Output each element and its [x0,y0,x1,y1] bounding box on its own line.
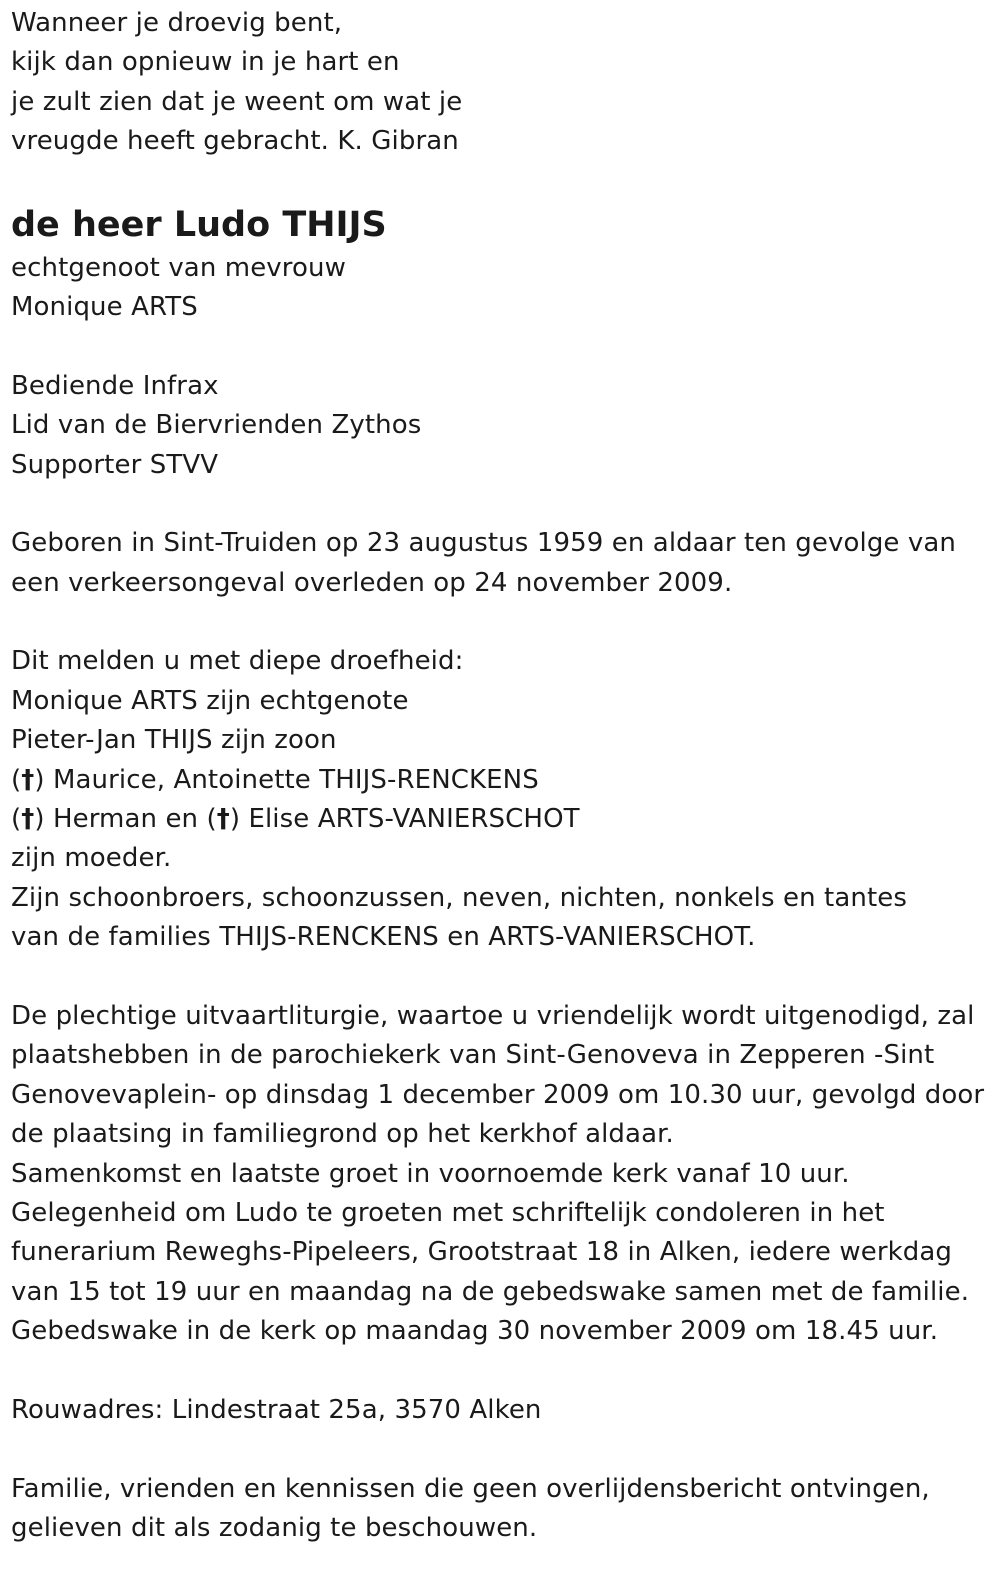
quote-line: Wanneer je droevig bent, [11,8,343,38]
mourners-block [11,642,991,957]
cross-icon: † [216,804,230,835]
parents-line-1: (†) Maurice, Antoinette THIJS-RENCKENS [11,764,539,795]
parents-line-2: (†) Herman en (†) Elise ARTS-VANIERSCHOT [11,804,580,835]
mourner-line: Monique ARTS zijn echtgenote [11,685,409,716]
spacer [11,327,991,366]
ceremony-line: de plaatsing in familiegrond op het kerkhof aldaar. [11,1119,674,1150]
ceremony-block [11,997,991,1352]
spouse-line: Monique ARTS [11,291,198,322]
parents-text-2b: ) Elise ARTS-VANIERSCHOT [229,804,580,835]
birth-death-line: een verkeersongeval overleden op 24 november 2009. [11,567,733,598]
birth-death-block [11,524,991,603]
role-line: Bediende Infrax [11,370,219,401]
quote-line: je zult zien dat je weent om wat je [11,86,463,117]
quote-line: vreugde heeft gebracht. K. Gibran [11,126,459,157]
obituary-document [11,4,991,1548]
mourner-line: zijn moeder. [11,843,172,874]
ceremony-line: De plechtige uitvaartliturgie, waartoe u vriendelijk wordt uitgenodigd, zal [11,1000,975,1031]
spacer [11,162,991,201]
parents-text-1: ) Maurice, Antoinette THIJS-RENCKENS [34,764,539,795]
mourner-line: Pieter-Jan THIJS zijn zoon [11,725,337,756]
ceremony-line: Gelegenheid om Ludo te groeten met schriftelijk condoleren in het [11,1197,885,1228]
mourners-intro: Dit melden u met diepe droefheid: [11,646,464,677]
deceased-name: de heer Ludo THIJS [11,204,387,245]
spouse-block [11,249,991,328]
ceremony-line: van 15 tot 19 uur en maandag na de gebedswake samen met de familie. [11,1276,970,1307]
roles-block [11,367,991,485]
spacer [11,1430,991,1469]
mourner-line: Zijn schoonbroers, schoonzussen, neven, nichten, nonkels en tantes [11,882,907,913]
closing-block [11,1470,991,1549]
ceremony-line: funerarium Reweghs-Pipeleers, Grootstraat 18 in Alken, iedere werkdag [11,1237,953,1268]
spacer [11,485,991,524]
closing-line: gelieven dit als zodanig te beschouwen. [11,1513,538,1544]
mourner-line: van de families THIJS-RENCKENS en ARTS-VANIERSCHOT. [11,922,756,953]
ceremony-line: plaatshebben in de parochiekerk van Sint-Genoveva in Zepperen -Sint [11,1040,935,1071]
role-line: Lid van de Biervrienden Zythos [11,410,422,441]
spacer [11,1352,991,1391]
quote-block [11,4,991,162]
closing-line: Familie, vrienden en kennissen die geen overlijdensbericht ontvingen, [11,1473,930,1504]
ceremony-line: Genovevaplein- op dinsdag 1 december 2009 om 10.30 uur, gevolgd door [11,1079,985,1110]
cross-icon: † [21,764,35,795]
parents-text-2a: ) Herman en ( [34,804,217,835]
spacer [11,603,991,642]
role-line: Supporter STVV [11,449,219,480]
ceremony-line: Samenkomst en laatste groet in voornoemde kerk vanaf 10 uur. [11,1158,850,1189]
quote-line: kijk dan opnieuw in je hart en [11,47,400,78]
mourning-address: Rouwadres: Lindestraat 25a, 3570 Alken [11,1394,542,1425]
cross-icon: † [21,804,35,835]
ceremony-line: Gebedswake in de kerk op maandag 30 november 2009 om 18.45 uur. [11,1316,939,1347]
spacer [11,958,991,997]
spouse-line: echtgenoot van mevrouw [11,252,346,283]
birth-death-line: Geboren in Sint-Truiden op 23 augustus 1959 en aldaar ten gevolge van [11,528,956,559]
